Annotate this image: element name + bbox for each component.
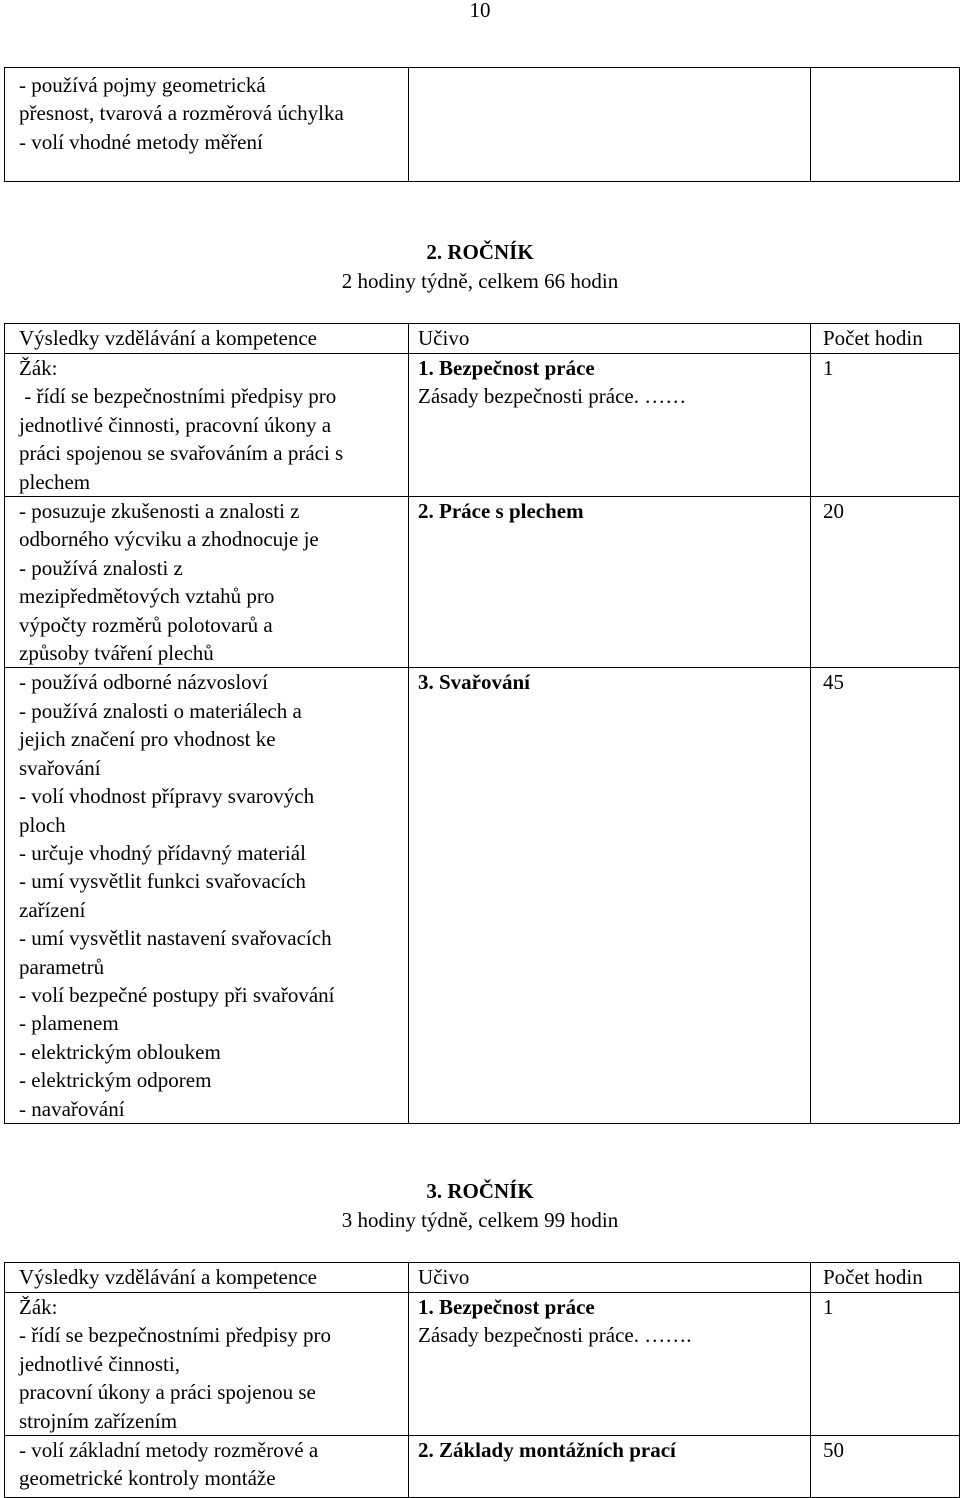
continuation-results-cell — [5, 68, 409, 182]
text-line: pracovní úkony a práci spojenou se — [19, 1380, 316, 1405]
table-row — [5, 497, 960, 668]
table-row — [5, 354, 960, 497]
text-line: - řídí se bezpečnostními předpisy pro — [19, 384, 337, 409]
text-line: jednotlivé činnosti, — [19, 1351, 180, 1376]
year3-subtitle: 3 hodiny týdně, celkem 99 hodin — [341, 1208, 619, 1232]
year2-title: 2. ROČNÍK — [426, 240, 534, 264]
text-line: - umí vysvětlit nastavení svařovacích — [19, 926, 332, 951]
text-line: - používá odborné názvosloví — [19, 670, 269, 695]
header-hours: Počet hodin — [811, 1263, 960, 1293]
header-topic: Učivo — [409, 324, 811, 354]
table-row — [5, 1293, 960, 1436]
hours-cell: 50 — [811, 1436, 960, 1498]
results-cell — [5, 1436, 409, 1498]
header-hours: Počet hodin — [811, 324, 960, 354]
hours-cell: 1 — [811, 1293, 960, 1436]
text-line: ploch — [19, 812, 66, 837]
year3-table — [4, 1262, 960, 1498]
text-line: - volí vhodné metody měření — [19, 129, 263, 154]
topic-cell — [409, 1436, 811, 1498]
text-line: - volí základní metody rozměrové a — [19, 1438, 319, 1463]
year2-table — [4, 323, 960, 1124]
text-line: svařování — [19, 755, 101, 780]
results-cell — [5, 497, 409, 668]
text-line: mezipředmětových vztahů pro — [19, 584, 275, 609]
text-line: - elektrickým odporem — [19, 1068, 212, 1093]
hours-cell: 20 — [811, 497, 960, 668]
text-line: - používá pojmy geometrická — [19, 73, 266, 97]
text-line: přesnost, tvarová a rozměrová úchylka — [19, 101, 344, 126]
text-line: Žák: — [19, 356, 58, 380]
results-cell — [5, 668, 409, 1124]
text-line: jednotlivé činnosti, pracovní úkony a — [19, 412, 332, 437]
topic-cell — [409, 1293, 811, 1436]
results-cell — [5, 1293, 409, 1436]
text-line: - používá znalosti z — [19, 555, 183, 580]
continuation-table — [4, 67, 960, 182]
text-line: - volí bezpečné postupy při svařování — [19, 982, 335, 1007]
header-topic: Učivo — [409, 1263, 811, 1293]
text-line: zařízení — [19, 897, 86, 922]
year3-title: 3. ROČNÍK — [426, 1179, 534, 1203]
text-line: parametrů — [19, 954, 105, 979]
text-line: - elektrickým obloukem — [19, 1039, 221, 1064]
text-line: - plamenem — [19, 1011, 119, 1036]
year2-subtitle: 2 hodiny týdně, celkem 66 hodin — [341, 269, 619, 293]
text-line: geometrické kontroly montáže — [19, 1466, 276, 1491]
header-results: Výsledky vzdělávání a kompetence — [5, 324, 409, 354]
topic-detail: Zásady bezpečnosti práce. ……. — [418, 1323, 692, 1348]
text-line: výpočty rozměrů polotovarů a — [19, 612, 273, 637]
topic-title: 2. Práce s plechem — [418, 499, 584, 524]
page-number: 10 — [469, 0, 491, 22]
text-line: - umí vysvětlit funkci svařovacích — [19, 869, 306, 894]
continuation-hours-cell — [811, 68, 960, 182]
table-row — [5, 1436, 960, 1498]
text-line: práci spojenou se svařováním a práci s — [19, 441, 344, 466]
text-line: - volí vhodnost přípravy svarových — [19, 784, 315, 809]
text-line: způsoby tváření plechů — [19, 641, 214, 666]
text-line: - používá znalosti o materiálech a — [19, 698, 302, 723]
text-line: - určuje vhodný přídavný materiál — [19, 840, 306, 865]
hours-cell: 45 — [811, 668, 960, 1124]
header-results: Výsledky vzdělávání a kompetence — [5, 1263, 409, 1293]
text-line: Žák: — [19, 1295, 58, 1319]
results-cell — [5, 354, 409, 497]
hours-cell: 1 — [811, 354, 960, 497]
topic-cell — [409, 497, 811, 668]
text-line: - posuzuje zkušenosti a znalosti z — [19, 499, 300, 524]
topic-cell — [409, 354, 811, 497]
text-line: odborného výcviku a zhodnocuje je — [19, 527, 319, 552]
topic-title: 1. Bezpečnost práce — [418, 356, 595, 380]
topic-title: 2. Základy montážních prací — [418, 1438, 676, 1463]
continuation-topic-cell — [409, 68, 811, 182]
table-row — [5, 668, 960, 1124]
topic-title: 3. Svařování — [418, 670, 531, 695]
text-line: jejich značení pro vhodnost ke — [19, 727, 276, 752]
topic-detail: Zásady bezpečnosti práce. …… — [418, 384, 687, 409]
text-line: - řídí se bezpečnostními předpisy pro — [19, 1323, 332, 1348]
topic-title: 1. Bezpečnost práce — [418, 1295, 595, 1319]
text-line: strojním zařízením — [19, 1408, 178, 1433]
text-line: - navařování — [19, 1096, 125, 1121]
topic-cell — [409, 668, 811, 1124]
text-line: plechem — [19, 469, 91, 494]
